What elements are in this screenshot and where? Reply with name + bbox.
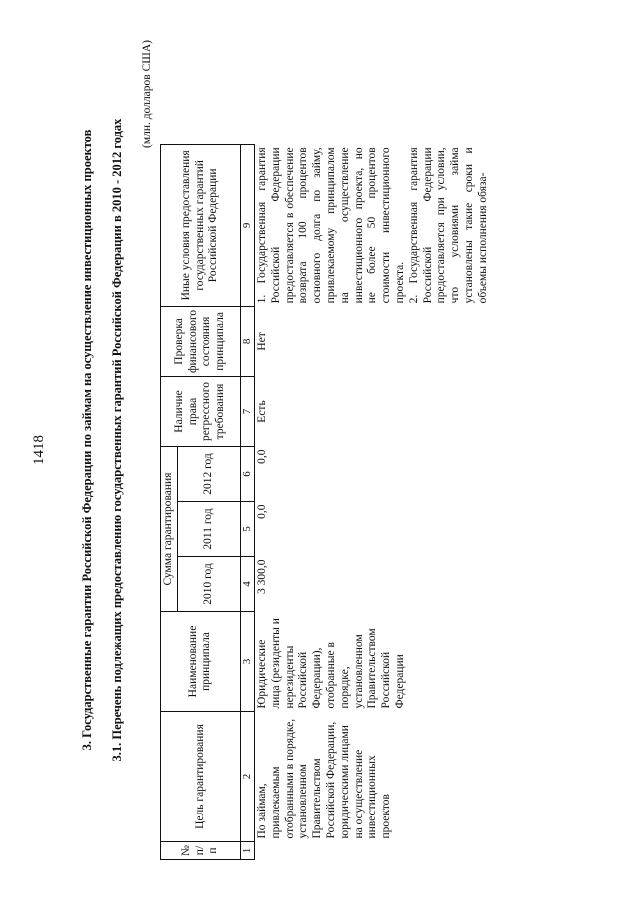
header-y2011: 2011 год <box>177 502 240 557</box>
column-number: 6 <box>240 447 254 502</box>
header-y2010: 2010 год <box>177 557 240 612</box>
row-num <box>254 842 491 860</box>
units-note: (млн. долларов США) <box>141 40 153 148</box>
row-recourse: Есть <box>254 377 491 447</box>
column-number: 1 <box>240 842 254 860</box>
column-number: 9 <box>240 144 254 306</box>
column-number: 7 <box>240 377 254 447</box>
condition-item-2: 2. Государственная гарантия Российской Федерации предоставляется при условии, что условиями займа установлены такие сроки и объемы исполнения обяза- <box>407 147 489 304</box>
row-sum-2012: 0,0 <box>254 447 491 502</box>
row-sum-2010: 3 300,0 <box>254 557 491 612</box>
column-number: 4 <box>240 557 254 612</box>
section-title: 3. Государственные гарантии Российской Федерации по займам на осуществление инвестиционных проектов <box>80 129 94 751</box>
header-other: Иные условия предоставления государственных гарантий Российской Федерации <box>161 144 241 306</box>
column-number: 8 <box>240 306 254 376</box>
condition-item-1: 1. Государственная гарантия Российской Федерации предоставляется в обеспечение возврата 100 процентов основного долга по займу, привлекаемому принципалом на осуществление инвестиционного проекта, но не более 50 процентов стоимости инвестиционного проекта. <box>255 147 406 304</box>
header-num: № п/п <box>161 842 241 860</box>
column-number: 3 <box>240 612 254 712</box>
subsection-title: 3.1. Перечень подлежащих предоставлению государственных гарантий Российской Федерации в 2010 - 2012 годах <box>110 118 124 762</box>
row-sum-2011: 0,0 <box>254 502 491 557</box>
row-principal: Юридические лица (резиденты и нерезиденты Российской Федерации), отобранные в порядке, установленном Правительством Российской Федерации <box>254 612 491 712</box>
header-row <box>161 144 178 859</box>
page-number: 1418 <box>31 435 47 465</box>
column-number: 2 <box>240 712 254 842</box>
column-number-row <box>240 144 254 859</box>
header-recourse: Наличие права регрессного требования <box>161 377 241 447</box>
guarantees-table <box>160 144 492 860</box>
column-number: 5 <box>240 502 254 557</box>
row-check: Нет <box>254 306 491 376</box>
header-sum-group: Сумма гарантирования <box>161 447 178 612</box>
header-principal: Наименование принципала <box>161 612 241 712</box>
header-purpose: Цель гарантирования <box>161 712 241 842</box>
row-purpose: По займам, привлекаемым отобранными в порядке, установленном Правительством Российской Федерации, юридическими лицами на осуществление инвестиционных проектов <box>254 712 491 842</box>
table-row <box>254 144 491 859</box>
header-y2012: 2012 год <box>177 447 240 502</box>
row-other-conditions <box>254 144 491 306</box>
header-check: Проверка финансового состояния принципала <box>161 306 241 376</box>
